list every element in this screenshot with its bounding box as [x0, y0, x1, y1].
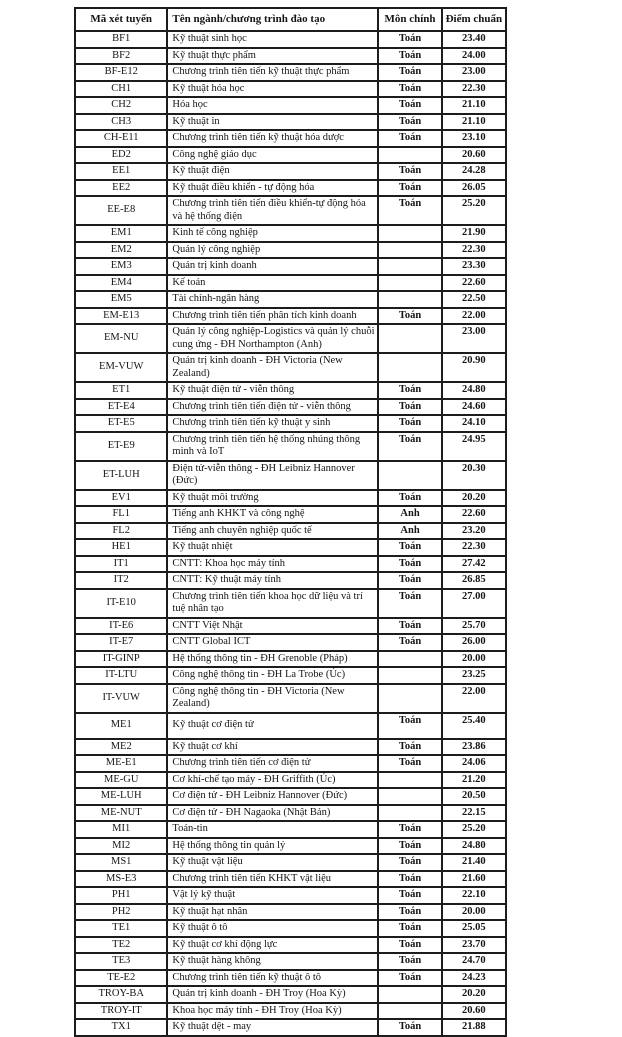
program-name-cell: Tiếng anh chuyên nghiệp quốc tế	[167, 523, 378, 540]
table-row	[75, 854, 506, 871]
table-row	[75, 755, 506, 772]
cutoff-score-cell: 21.10	[442, 114, 506, 131]
admission-code-cell: MI2	[75, 838, 167, 855]
program-name-cell: Tiếng anh KHKT và công nghệ	[167, 506, 378, 523]
cutoff-score-cell: 22.50	[442, 291, 506, 308]
admission-code-cell: EM-VUW	[75, 353, 167, 382]
main-subject-cell: Toán	[378, 163, 441, 180]
program-name-cell: Kỹ thuật nhiệt	[167, 539, 378, 556]
cutoff-score-cell: 23.30	[442, 258, 506, 275]
admission-code-cell: EE1	[75, 163, 167, 180]
admission-code-cell: ME-E1	[75, 755, 167, 772]
cutoff-score-cell: 24.28	[442, 163, 506, 180]
cutoff-score-cell: 21.88	[442, 1019, 506, 1036]
table-row	[75, 275, 506, 292]
main-subject-cell: Toán	[378, 572, 441, 589]
admission-code-cell: MS1	[75, 854, 167, 871]
main-subject-cell	[378, 353, 441, 382]
cutoff-score-cell: 25.40	[442, 713, 506, 739]
cutoff-score-cell: 23.86	[442, 739, 506, 756]
admission-code-cell: PH1	[75, 887, 167, 904]
cutoff-score-cell: 21.60	[442, 871, 506, 888]
admission-code-cell: TE1	[75, 920, 167, 937]
table-row	[75, 920, 506, 937]
cutoff-score-cell: 23.00	[442, 324, 506, 353]
admission-code-cell: ET-E4	[75, 399, 167, 416]
program-name-cell: Toán-tin	[167, 821, 378, 838]
program-name-cell: Chương trình tiên tiến cơ điện tử	[167, 755, 378, 772]
cutoff-score-cell: 22.10	[442, 887, 506, 904]
program-name-cell: Chương trình tiên tiến phân tích kinh doanh	[167, 308, 378, 325]
admission-code-cell: EM-NU	[75, 324, 167, 353]
admission-code-cell: TE-E2	[75, 970, 167, 987]
main-subject-cell: Toán	[378, 755, 441, 772]
cutoff-score-cell: 23.70	[442, 937, 506, 954]
main-subject-cell: Toán	[378, 589, 441, 618]
main-subject-cell	[378, 147, 441, 164]
main-subject-cell: Toán	[378, 871, 441, 888]
table-row	[75, 97, 506, 114]
main-subject-cell: Toán	[378, 887, 441, 904]
table-row	[75, 114, 506, 131]
main-subject-cell	[378, 805, 441, 822]
table-row	[75, 196, 506, 225]
admission-code-cell: FL1	[75, 506, 167, 523]
admission-code-cell: MI1	[75, 821, 167, 838]
cutoff-score-cell: 22.60	[442, 506, 506, 523]
main-subject-cell: Toán	[378, 48, 441, 65]
admission-code-cell: ME2	[75, 739, 167, 756]
table-row	[75, 772, 506, 789]
table-row	[75, 838, 506, 855]
cutoff-score-cell: 24.00	[442, 48, 506, 65]
cutoff-score-cell: 20.20	[442, 490, 506, 507]
admission-code-cell: EV1	[75, 490, 167, 507]
cutoff-score-cell: 20.00	[442, 651, 506, 668]
main-subject-cell	[378, 772, 441, 789]
program-name-cell: Quản lý công nghiệp-Logistics và quản lý chuỗi cung ứng - ĐH Northampton (Anh)	[167, 324, 378, 353]
program-name-cell: Chương trình tiên tiến hệ thống nhúng thông minh và IoT	[167, 432, 378, 461]
table-row	[75, 506, 506, 523]
admission-code-cell: IT-E7	[75, 634, 167, 651]
cutoff-score-cell: 26.05	[442, 180, 506, 197]
table-row	[75, 634, 506, 651]
main-subject-cell: Toán	[378, 97, 441, 114]
table-row	[75, 667, 506, 684]
table-row	[75, 225, 506, 242]
main-subject-cell	[378, 225, 441, 242]
table-row	[75, 163, 506, 180]
table-row	[75, 147, 506, 164]
main-subject-cell	[378, 1003, 441, 1020]
main-subject-cell	[378, 684, 441, 713]
main-subject-cell	[378, 667, 441, 684]
main-subject-cell	[378, 291, 441, 308]
main-subject-cell: Toán	[378, 970, 441, 987]
cutoff-score-cell: 20.60	[442, 1003, 506, 1020]
table-row	[75, 180, 506, 197]
table-row	[75, 382, 506, 399]
program-name-cell: Kỹ thuật cơ điện tử	[167, 713, 378, 739]
admission-code-cell: ME-LUH	[75, 788, 167, 805]
admission-code-cell: TROY-IT	[75, 1003, 167, 1020]
main-subject-cell: Toán	[378, 196, 441, 225]
admission-code-cell: IT2	[75, 572, 167, 589]
admission-code-cell: EM2	[75, 242, 167, 259]
cutoff-score-cell: 21.90	[442, 225, 506, 242]
table-row	[75, 64, 506, 81]
main-subject-cell: Toán	[378, 114, 441, 131]
main-subject-cell: Toán	[378, 821, 441, 838]
admission-code-cell: HE1	[75, 539, 167, 556]
admission-code-cell: IT-GINP	[75, 651, 167, 668]
cutoff-score-cell: 24.10	[442, 415, 506, 432]
admission-code-cell: EM-E13	[75, 308, 167, 325]
header-row	[75, 8, 506, 31]
cutoff-score-cell: 22.00	[442, 308, 506, 325]
program-name-cell: Chương trình tiên tiến kỹ thuật y sinh	[167, 415, 378, 432]
table-row	[75, 490, 506, 507]
cutoff-score-cell: 23.25	[442, 667, 506, 684]
table-row	[75, 415, 506, 432]
cutoff-score-cell: 20.20	[442, 986, 506, 1003]
cutoff-score-cell: 22.15	[442, 805, 506, 822]
program-name-cell: Cơ điện tử - ĐH Leibniz Hannover (Đức)	[167, 788, 378, 805]
admission-code-cell: EM1	[75, 225, 167, 242]
program-name-cell: Kỹ thuật cơ khí	[167, 739, 378, 756]
admission-code-cell: IT-E6	[75, 618, 167, 635]
program-name-cell: Quản trị kinh doanh - ĐH Victoria (New Zealand)	[167, 353, 378, 382]
admission-code-cell: TX1	[75, 1019, 167, 1036]
table-row	[75, 291, 506, 308]
program-name-cell: CNTT: Khoa học máy tính	[167, 556, 378, 573]
program-name-cell: Kỹ thuật thực phẩm	[167, 48, 378, 65]
program-name-cell: CNTT Việt Nhật	[167, 618, 378, 635]
table-row	[75, 887, 506, 904]
program-name-cell: Kỹ thuật cơ khí động lực	[167, 937, 378, 954]
cutoff-score-cell: 23.10	[442, 130, 506, 147]
cutoff-score-cell: 22.00	[442, 684, 506, 713]
program-name-cell: Kỹ thuật dệt - may	[167, 1019, 378, 1036]
program-name-cell: Cơ điện tử - ĐH Nagaoka (Nhật Bản)	[167, 805, 378, 822]
table-row	[75, 324, 506, 353]
main-subject-cell: Toán	[378, 618, 441, 635]
admission-code-cell: BF-E12	[75, 64, 167, 81]
program-name-cell: Hệ thống thông tin quản lý	[167, 838, 378, 855]
program-name-cell: Kỹ thuật hàng không	[167, 953, 378, 970]
cutoff-score-cell: 22.60	[442, 275, 506, 292]
program-name-cell: CNTT: Kỹ thuật máy tính	[167, 572, 378, 589]
admission-code-cell: ET-LUH	[75, 461, 167, 490]
main-subject-cell: Toán	[378, 920, 441, 937]
header-main-subject: Môn chính	[378, 8, 441, 31]
table-row	[75, 953, 506, 970]
cutoff-score-cell: 21.20	[442, 772, 506, 789]
main-subject-cell	[378, 275, 441, 292]
main-subject-cell	[378, 324, 441, 353]
program-name-cell: Quản trị kinh doanh - ĐH Troy (Hoa Kỳ)	[167, 986, 378, 1003]
cutoff-score-cell: 23.40	[442, 31, 506, 48]
cutoff-score-cell: 25.70	[442, 618, 506, 635]
admission-code-cell: BF2	[75, 48, 167, 65]
program-name-cell: Kinh tế công nghiệp	[167, 225, 378, 242]
table-row	[75, 353, 506, 382]
program-name-cell: Chương trình tiên tiến điện tử - viễn thông	[167, 399, 378, 416]
cutoff-score-cell: 24.95	[442, 432, 506, 461]
program-name-cell: Kỹ thuật môi trường	[167, 490, 378, 507]
table-row	[75, 556, 506, 573]
main-subject-cell: Toán	[378, 64, 441, 81]
main-subject-cell	[378, 651, 441, 668]
table-row	[75, 258, 506, 275]
table-row	[75, 399, 506, 416]
main-subject-cell: Toán	[378, 415, 441, 432]
header-program-name: Tên ngành/chương trình đào tạo	[167, 8, 378, 31]
cutoff-score-cell: 24.23	[442, 970, 506, 987]
table-header	[75, 8, 506, 31]
table-row	[75, 48, 506, 65]
admission-code-cell: FL2	[75, 523, 167, 540]
main-subject-cell: Toán	[378, 81, 441, 98]
admission-code-cell: ET-E9	[75, 432, 167, 461]
main-subject-cell: Toán	[378, 180, 441, 197]
main-subject-cell: Toán	[378, 539, 441, 556]
admission-code-cell: CH2	[75, 97, 167, 114]
main-subject-cell	[378, 242, 441, 259]
header-cutoff-score: Điểm chuẩn	[442, 8, 506, 31]
table-row	[75, 651, 506, 668]
main-subject-cell: Toán	[378, 713, 441, 739]
main-subject-cell: Anh	[378, 523, 441, 540]
table-row	[75, 821, 506, 838]
cutoff-score-cell: 20.50	[442, 788, 506, 805]
table-row	[75, 572, 506, 589]
cutoff-score-cell: 20.00	[442, 904, 506, 921]
program-name-cell: Công nghệ thông tin - ĐH Victoria (New Zealand)	[167, 684, 378, 713]
program-name-cell: Kỹ thuật điều khiển - tự động hóa	[167, 180, 378, 197]
cutoff-score-cell: 24.80	[442, 382, 506, 399]
program-name-cell: Chương trình tiên tiến kỹ thuật ô tô	[167, 970, 378, 987]
table-row	[75, 461, 506, 490]
cutoff-score-cell: 25.20	[442, 821, 506, 838]
table-row	[75, 739, 506, 756]
main-subject-cell	[378, 461, 441, 490]
cutoff-score-cell: 21.40	[442, 854, 506, 871]
admission-code-cell: TE2	[75, 937, 167, 954]
table-row	[75, 788, 506, 805]
program-name-cell: Hệ thống thông tin - ĐH Grenoble (Pháp)	[167, 651, 378, 668]
admission-code-cell: ME-GU	[75, 772, 167, 789]
table-row	[75, 589, 506, 618]
program-name-cell: CNTT Global ICT	[167, 634, 378, 651]
main-subject-cell	[378, 986, 441, 1003]
cutoff-score-cell: 25.20	[442, 196, 506, 225]
main-subject-cell: Toán	[378, 556, 441, 573]
admission-code-cell: CH1	[75, 81, 167, 98]
program-name-cell: Điện tử-viễn thông - ĐH Leibniz Hannover (Đức)	[167, 461, 378, 490]
program-name-cell: Chương trình tiên tiến KHKT vật liệu	[167, 871, 378, 888]
table-row	[75, 523, 506, 540]
main-subject-cell: Toán	[378, 399, 441, 416]
table-row	[75, 970, 506, 987]
cutoff-score-cell: 22.30	[442, 539, 506, 556]
admission-code-cell: EM4	[75, 275, 167, 292]
table-row	[75, 684, 506, 713]
admission-code-cell: EE-E8	[75, 196, 167, 225]
admission-code-cell: EM5	[75, 291, 167, 308]
main-subject-cell: Toán	[378, 130, 441, 147]
admission-code-cell: CH3	[75, 114, 167, 131]
cutoff-score-cell: 26.00	[442, 634, 506, 651]
cutoff-score-cell: 24.70	[442, 953, 506, 970]
main-subject-cell: Toán	[378, 490, 441, 507]
program-name-cell: Quản trị kinh doanh	[167, 258, 378, 275]
program-name-cell: Kỹ thuật in	[167, 114, 378, 131]
admission-code-cell: ED2	[75, 147, 167, 164]
cutoff-score-cell: 27.42	[442, 556, 506, 573]
main-subject-cell: Toán	[378, 953, 441, 970]
admission-code-cell: TE3	[75, 953, 167, 970]
admission-code-cell: ET-E5	[75, 415, 167, 432]
admission-code-cell: IT-LTU	[75, 667, 167, 684]
main-subject-cell: Toán	[378, 308, 441, 325]
admission-scores-table	[74, 7, 507, 1037]
cutoff-score-cell: 20.30	[442, 461, 506, 490]
admission-code-cell: IT1	[75, 556, 167, 573]
table-body	[75, 31, 506, 1036]
table-row	[75, 31, 506, 48]
program-name-cell: Chương trình tiên tiến kỹ thuật thực phẩm	[167, 64, 378, 81]
admission-code-cell: TROY-BA	[75, 986, 167, 1003]
admission-code-cell: ET1	[75, 382, 167, 399]
program-name-cell: Chương trình tiên tiến khoa học dữ liệu và trí tuệ nhân tạo	[167, 589, 378, 618]
cutoff-score-cell: 20.90	[442, 353, 506, 382]
main-subject-cell: Toán	[378, 937, 441, 954]
program-name-cell: Công nghệ thông tin - ĐH La Trobe (Úc)	[167, 667, 378, 684]
program-name-cell: Kỹ thuật vật liệu	[167, 854, 378, 871]
cutoff-score-cell: 27.00	[442, 589, 506, 618]
cutoff-score-cell: 24.80	[442, 838, 506, 855]
table-row	[75, 81, 506, 98]
table-row	[75, 130, 506, 147]
main-subject-cell	[378, 258, 441, 275]
main-subject-cell: Toán	[378, 31, 441, 48]
program-name-cell: Kỹ thuật điện	[167, 163, 378, 180]
program-name-cell: Kỹ thuật sinh học	[167, 31, 378, 48]
program-name-cell: Kỹ thuật điện tử - viễn thông	[167, 382, 378, 399]
table-row	[75, 432, 506, 461]
table-row	[75, 937, 506, 954]
cutoff-score-cell: 26.85	[442, 572, 506, 589]
cutoff-score-cell: 24.06	[442, 755, 506, 772]
program-name-cell: Kỹ thuật hóa học	[167, 81, 378, 98]
program-name-cell: Chương trình tiên tiến kỹ thuật hóa dược	[167, 130, 378, 147]
program-name-cell: Quản lý công nghiệp	[167, 242, 378, 259]
cutoff-score-cell: 22.30	[442, 81, 506, 98]
table-row	[75, 713, 506, 739]
admission-code-cell: IT-VUW	[75, 684, 167, 713]
program-name-cell: Khoa học máy tính - ĐH Troy (Hoa Kỳ)	[167, 1003, 378, 1020]
main-subject-cell	[378, 788, 441, 805]
table-row	[75, 986, 506, 1003]
main-subject-cell: Toán	[378, 739, 441, 756]
program-name-cell: Chương trình tiên tiến điều khiển-tự động hóa và hệ thống điện	[167, 196, 378, 225]
admission-code-cell: ME1	[75, 713, 167, 739]
admission-code-cell: ME-NUT	[75, 805, 167, 822]
main-subject-cell: Toán	[378, 432, 441, 461]
admission-code-cell: IT-E10	[75, 589, 167, 618]
main-subject-cell: Toán	[378, 634, 441, 651]
program-name-cell: Công nghệ giáo dục	[167, 147, 378, 164]
cutoff-score-cell: 23.00	[442, 64, 506, 81]
table-row	[75, 1003, 506, 1020]
main-subject-cell: Toán	[378, 1019, 441, 1036]
table-row	[75, 618, 506, 635]
table-row	[75, 308, 506, 325]
main-subject-cell: Anh	[378, 506, 441, 523]
program-name-cell: Kỹ thuật ô tô	[167, 920, 378, 937]
main-subject-cell: Toán	[378, 904, 441, 921]
cutoff-score-cell: 20.60	[442, 147, 506, 164]
program-name-cell: Hóa học	[167, 97, 378, 114]
table-row	[75, 871, 506, 888]
cutoff-score-cell: 25.05	[442, 920, 506, 937]
admission-code-cell: CH-E11	[75, 130, 167, 147]
program-name-cell: Vật lý kỹ thuật	[167, 887, 378, 904]
table-row	[75, 539, 506, 556]
admission-code-cell: BF1	[75, 31, 167, 48]
main-subject-cell: Toán	[378, 838, 441, 855]
admission-code-cell: EM3	[75, 258, 167, 275]
admission-code-cell: MS-E3	[75, 871, 167, 888]
main-subject-cell: Toán	[378, 382, 441, 399]
program-name-cell: Cơ khí-chế tạo máy - ĐH Griffith (Úc)	[167, 772, 378, 789]
header-admission-code: Mã xét tuyển	[75, 8, 167, 31]
program-name-cell: Kế toán	[167, 275, 378, 292]
table-row	[75, 805, 506, 822]
main-subject-cell: Toán	[378, 854, 441, 871]
table-row	[75, 904, 506, 921]
admission-code-cell: PH2	[75, 904, 167, 921]
cutoff-score-cell: 22.30	[442, 242, 506, 259]
table-row	[75, 242, 506, 259]
cutoff-score-cell: 23.20	[442, 523, 506, 540]
program-name-cell: Kỹ thuật hạt nhân	[167, 904, 378, 921]
program-name-cell: Tài chính-ngân hàng	[167, 291, 378, 308]
cutoff-score-cell: 24.60	[442, 399, 506, 416]
admission-code-cell: EE2	[75, 180, 167, 197]
cutoff-score-cell: 21.10	[442, 97, 506, 114]
table-row	[75, 1019, 506, 1036]
